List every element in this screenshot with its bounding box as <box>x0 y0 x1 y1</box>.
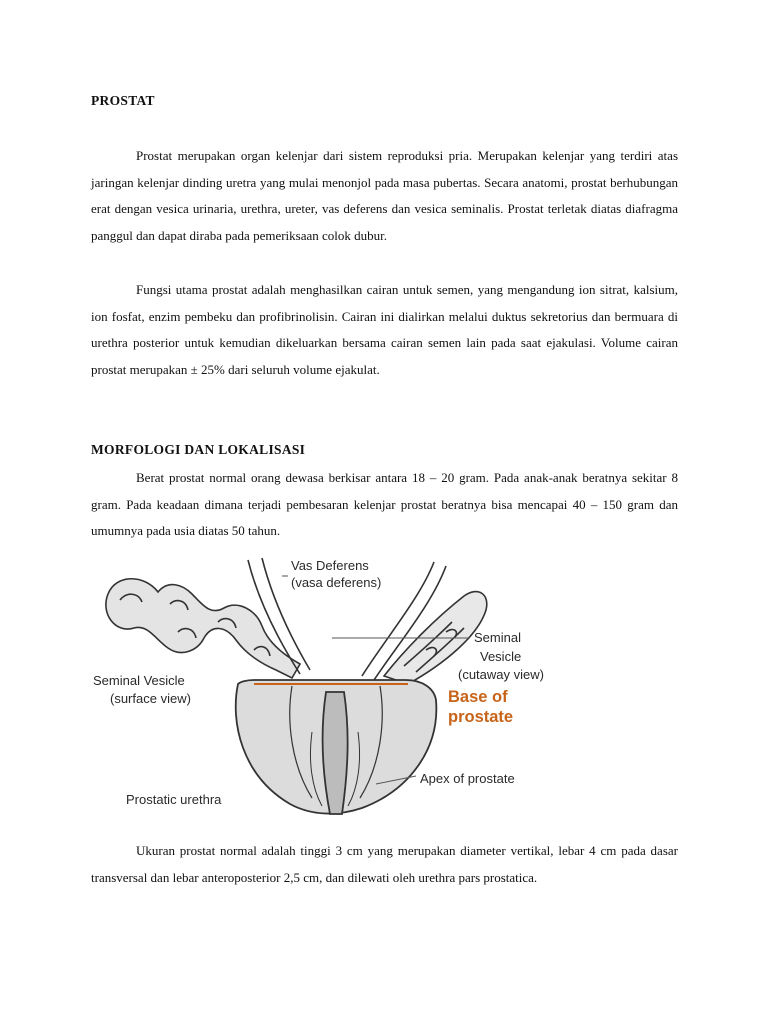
section-title-morfologi: MORFOLOGI DAN LOKALISASI <box>91 442 306 457</box>
label-surface-view: (surface view) <box>110 691 191 706</box>
label-apex-of-prostate: Apex of prostate <box>420 771 515 786</box>
label-base-of: Base of <box>448 688 508 706</box>
label-vas-deferens: Vas Deferens <box>291 558 369 573</box>
paragraph-prostat-size: Ukuran prostat normal adalah tinggi 3 cm yang merupakan diameter vertikal, lebar 4 cm pada dasar transversal dan lebar anteroposterior 2,5 cm, dan dilewati oleh urethra pars prostatica. <box>91 843 678 885</box>
paragraph-prostat-definition: Prostat merupakan organ kelenjar dari sistem reproduksi pria. Merupakan kelenjar yang terdiri atas jaringan kelenjar dinding uretra yang mulai menonjol pada masa pubertas. Secara anatomi, prostat berhubungan erat dengan vesica urinaria, urethra, ureter, vas deferens dan vesica seminalis. Prostat terletak diatas diafragma panggul dan dapat diraba pada pemeriksaan colok dubur. <box>91 148 678 243</box>
label-seminal-vesicle-surface: Seminal Vesicle <box>93 673 185 688</box>
label-seminal: Seminal <box>474 630 521 645</box>
label-vasa-deferens: (vasa deferens) <box>291 575 382 590</box>
label-vesicle: Vesicle <box>480 649 522 664</box>
prostate-anatomy-illustration <box>86 552 566 824</box>
label-prostatic-urethra: Prostatic urethra <box>126 792 222 807</box>
prostate-anatomy-figure <box>86 552 566 824</box>
label-cutaway-view: (cutaway view) <box>458 667 544 682</box>
paragraph-prostat-weight: Berat prostat normal orang dewasa berkisar antara 18 – 20 gram. Pada anak-anak beratnya sekitar 8 gram. Pada keadaan dimana terjadi pembesaran kelenjar prostat beratnya bisa mencapai 40 – 150 gram dan umumnya pada usia diatas 50 tahun. <box>91 470 678 538</box>
label-prostate: prostate <box>448 708 514 726</box>
paragraph-prostat-function: Fungsi utama prostat adalah menghasilkan cairan untuk semen, yang mengandung ion sitrat, kalsium, ion fosfat, enzim pembeku dan profibrinolisin. Cairan ini dialirkan melalui duktus sekretorius dan bermuara di urethra posterior untuk kemudian dikeluarkan bersama cairan semen lain pada saat ejakulasi. Volume cairan prostat merupakan ± 25% dari seluruh volume ejakulat. <box>91 282 678 377</box>
section-title-prostat: PROSTAT <box>91 93 155 108</box>
prostate-body-drawing <box>236 680 437 814</box>
seminal-vesicle-surface-drawing <box>106 579 300 678</box>
